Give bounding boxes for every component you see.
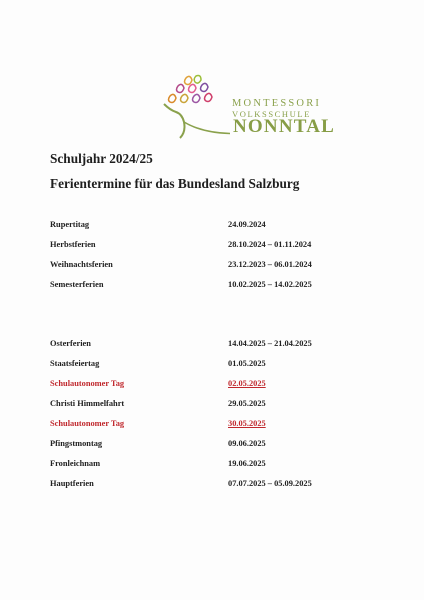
holiday-name: Herbstferien [50,240,96,249]
holiday-row [50,359,380,373]
holiday-date: 24.09.2024 [228,220,266,229]
holiday-date: 29.05.2025 [228,399,266,408]
holiday-row [50,459,380,473]
holiday-date: 19.06.2025 [228,459,266,468]
holiday-row [50,479,380,493]
holiday-date: 30.05.2025 [228,419,266,428]
holiday-date: 10.02.2025 – 14.02.2025 [228,280,312,289]
holiday-name: Schulautonomer Tag [50,419,125,428]
holiday-row [50,439,380,453]
holiday-name: Semesterferien [50,280,104,289]
holiday-row [50,260,380,274]
holiday-name: Pfingstmontag [50,439,103,448]
holiday-date: 01.05.2025 [228,359,266,368]
school-year-heading: Schuljahr 2024/25 [50,151,153,166]
holiday-date: 07.07.2025 – 05.09.2025 [228,479,312,488]
holiday-date: 09.06.2025 [228,439,266,448]
holiday-date: 23.12.2023 – 06.01.2024 [228,260,312,269]
holiday-row [50,339,380,353]
holiday-name: Weihnachtsferien [50,260,113,269]
holiday-row [50,240,380,254]
holiday-name: Fronleichnam [50,459,101,468]
holiday-date: 28.10.2024 – 01.11.2024 [228,240,312,249]
holiday-name: Staatsfeiertag [50,359,100,368]
holiday-name: Schulautonomer Tag [50,379,125,388]
holiday-row [50,280,380,294]
holiday-row [50,399,380,413]
logo-text-volksschule: VOLKSSCHULE [232,109,311,119]
tree-logo-icon [160,74,230,142]
holiday-date: 14.04.2025 – 21.04.2025 [228,339,312,348]
holiday-row-highlighted [50,419,380,433]
holiday-name: Rupertitag [50,220,90,229]
logo-text-nonntal: NONNTAL [233,116,335,137]
logo-text-montessori: MONTESSORI [232,98,322,109]
school-logo [160,74,336,142]
holiday-date: 02.05.2025 [228,379,266,388]
holiday-name: Osterferien [50,339,91,348]
holiday-row-highlighted [50,379,380,393]
holiday-name: Christi Himmelfahrt [50,399,125,408]
holiday-name: Hauptferien [50,479,94,488]
page-title: Ferientermine für das Bundesland Salzburg [50,176,300,191]
holiday-row [50,220,380,234]
